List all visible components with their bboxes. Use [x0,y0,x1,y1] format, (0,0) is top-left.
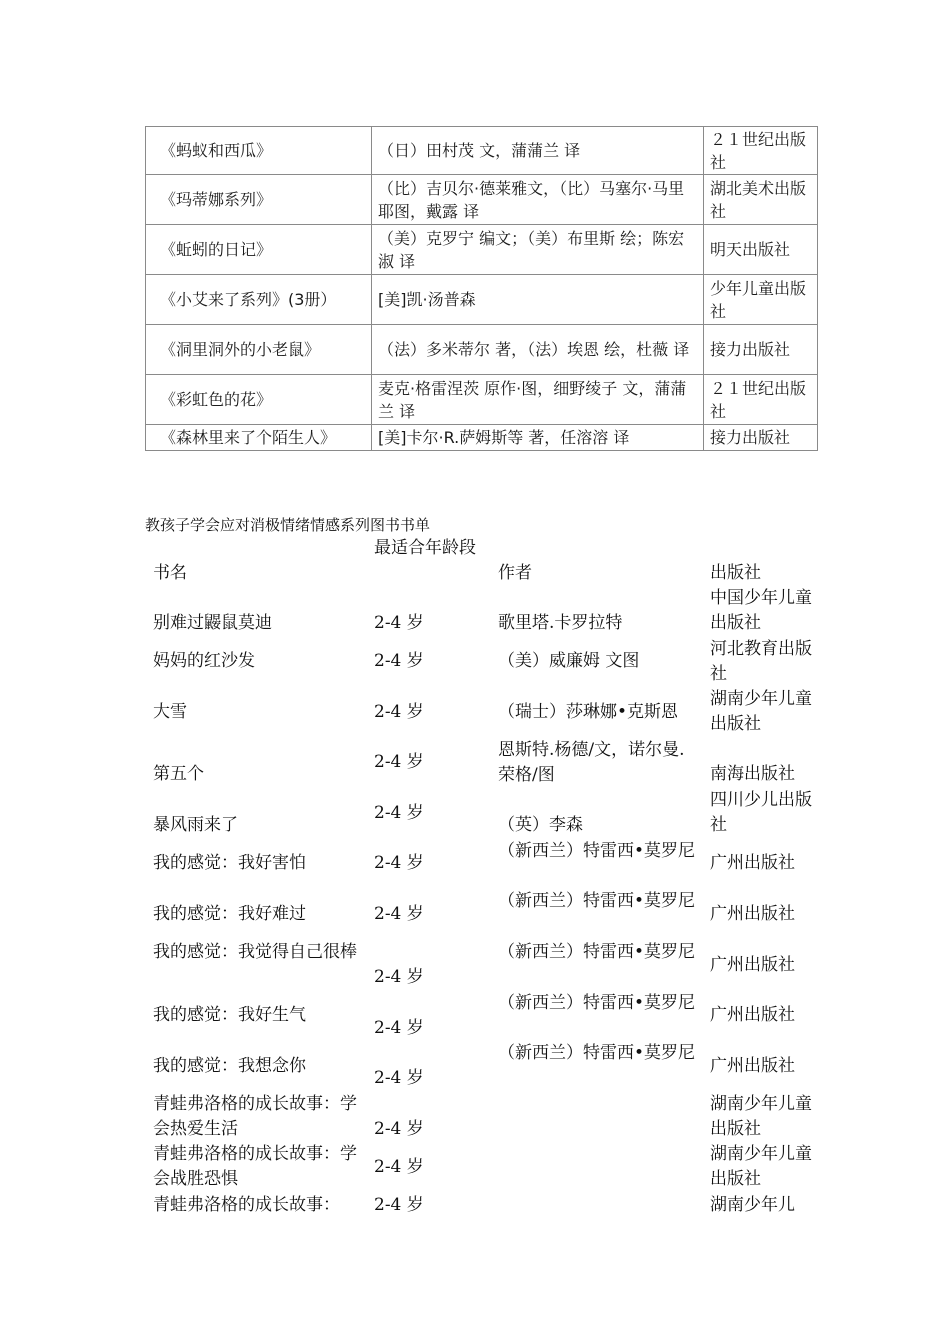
book-name: 大雪 [153,702,187,722]
book-name: 第五个 [153,764,204,784]
book-publisher: 湖南少年儿 [710,1195,795,1215]
age-range: 2-4 岁 [374,803,424,823]
book-author: （新西兰）特雷西•莫罗尼 [498,1043,696,1063]
header-author: 作者 [498,563,532,583]
book-name: 妈妈的红沙发 [153,651,255,671]
book-author [372,225,704,275]
book-title-text: 《玛蒂娜系列》 [160,190,273,209]
recommended-books-body [146,127,818,451]
book-row [146,325,818,375]
header-name: 书名 [153,563,187,583]
book-row [146,425,818,451]
book-publisher: 广州出版社 [710,1005,795,1025]
book-author: （瑞士）莎琳娜•克斯恩 [498,702,679,722]
book-publisher: 广州出版社 [710,1056,795,1076]
book-author [372,175,704,225]
book-name: 我的感觉：我好生气 [153,1005,306,1025]
book-publisher: 湖南少年儿童出版社 [710,1094,812,1139]
recommended-books-table [145,126,818,451]
book-name: 我的感觉：我觉得自己很棒 [153,942,357,962]
book-publisher: 四川少儿出版社 [710,790,812,835]
book-publisher [704,425,818,451]
book-row [146,175,818,225]
age-range: 2-4 岁 [374,904,424,924]
book-author: （新西兰）特雷西•莫罗尼 [498,942,696,962]
book-title [146,175,372,225]
book-name: 我的感觉：我好害怕 [153,853,306,873]
age-range: 2-4 岁 [374,1157,424,1177]
book-publisher-text: 接力出版社 [710,340,791,359]
book-author: 歌里塔.卡罗拉特 [498,613,623,633]
section-title: 教孩子学会应对消极情绪情感系列图书书单 [145,516,431,534]
book-title-text: 《洞里洞外的小老鼠》 [160,340,321,359]
book-name: 我的感觉：我好难过 [153,904,306,924]
age-range: 2-4 岁 [374,1195,424,1215]
book-publisher [704,127,818,175]
book-title [146,425,372,451]
book-publisher: 湖南少年儿童出版社 [710,689,812,734]
book-publisher-text: 少年儿童出版社 [710,278,807,321]
book-title [146,375,372,425]
book-name: 青蛙弗洛格的成长故事：学会热爱生活 [153,1094,357,1139]
book-publisher: 广州出版社 [710,955,795,975]
book-title [146,225,372,275]
book-author-text: [美]卡尔·R.萨姆斯等 著，任溶溶 译 [378,428,630,447]
book-author: （新西兰）特雷西•莫罗尼 [498,993,696,1013]
book-title [146,275,372,325]
age-range: 2-4 岁 [374,1018,424,1038]
book-name: 青蛙弗洛格的成长故事：学会战胜恐惧 [153,1144,357,1189]
book-title-text: 《蚯蚓的日记》 [160,240,273,259]
header-publisher: 出版社 [710,563,761,583]
book-name: 我的感觉：我想念你 [153,1056,306,1076]
book-publisher-text: ２１世纪出版社 [710,129,807,172]
book-publisher [704,225,818,275]
book-author: （美）威廉姆 文图 [498,651,640,671]
book-author: （英）李森 [498,815,583,835]
book-title-text: 《彩虹色的花》 [160,390,273,409]
book-publisher: 湖南少年儿童出版社 [710,1144,812,1189]
age-range: 2-4 岁 [374,1068,424,1088]
book-name: 别难过鼹鼠莫迪 [153,613,272,633]
age-range: 2-4 岁 [374,853,424,873]
book-publisher: 广州出版社 [710,904,795,924]
age-range: 2-4 岁 [374,613,424,633]
book-publisher: 广州出版社 [710,853,795,873]
age-range: 2-4 岁 [374,702,424,722]
book-publisher [704,175,818,225]
book-publisher [704,275,818,325]
age-range: 2-4 岁 [374,1119,424,1139]
book-publisher: 南海出版社 [710,764,795,784]
book-author: （新西兰）特雷西•莫罗尼 [498,841,696,861]
book-publisher-text: 湖北美术出版社 [710,178,807,221]
book-publisher-text: 接力出版社 [710,428,791,447]
book-author-text: （美）克罗宁 编文；（美）布里斯 绘；陈宏淑 译 [378,228,685,271]
book-author [372,127,704,175]
age-range: 2-4 岁 [374,752,424,772]
book-author-text: [美]凯·汤普森 [378,290,476,309]
book-name: 暴风雨来了 [153,815,238,835]
book-author-text: （法）多米蒂尔 著，（法）埃恩 绘，杜薇 译 [378,340,690,359]
book-publisher [704,375,818,425]
book-author [372,325,704,375]
book-row [146,375,818,425]
header-age: 最适合年龄段 [374,538,476,558]
book-publisher-text: 明天出版社 [710,240,791,259]
book-title [146,127,372,175]
book-row [146,225,818,275]
book-author [372,275,704,325]
age-range: 2-4 岁 [374,967,424,987]
book-publisher: 中国少年儿童出版社 [710,588,812,633]
book-author [372,425,704,451]
age-range: 2-4 岁 [374,651,424,671]
book-publisher: 河北教育出版社 [710,639,812,684]
book-title-text: 《森林里来了个陌生人》 [160,428,337,447]
book-author-text: 麦克·格雷涅茨 原作·图，细野绫子 文，蒲蒲兰 译 [378,378,687,421]
book-author-text: （日）田村茂 文，蒲蒲兰 译 [378,141,581,160]
book-author [372,375,704,425]
book-title-text: 《小艾来了系列》(3册） [160,290,337,309]
book-title-text: 《蚂蚁和西瓜》 [160,141,273,160]
book-title [146,325,372,375]
book-publisher [704,325,818,375]
book-author: 恩斯特.杨德/文，诺尔曼.荣格/图 [498,740,685,785]
book-name: 青蛙弗洛格的成长故事： [153,1195,340,1215]
book-publisher-text: ２１世纪出版社 [710,378,807,421]
book-row [146,127,818,175]
book-author: （新西兰）特雷西•莫罗尼 [498,891,696,911]
book-row [146,275,818,325]
book-author-text: （比）吉贝尔·德莱雅文，（比）马塞尔·马里耶图，戴露 译 [378,178,685,221]
